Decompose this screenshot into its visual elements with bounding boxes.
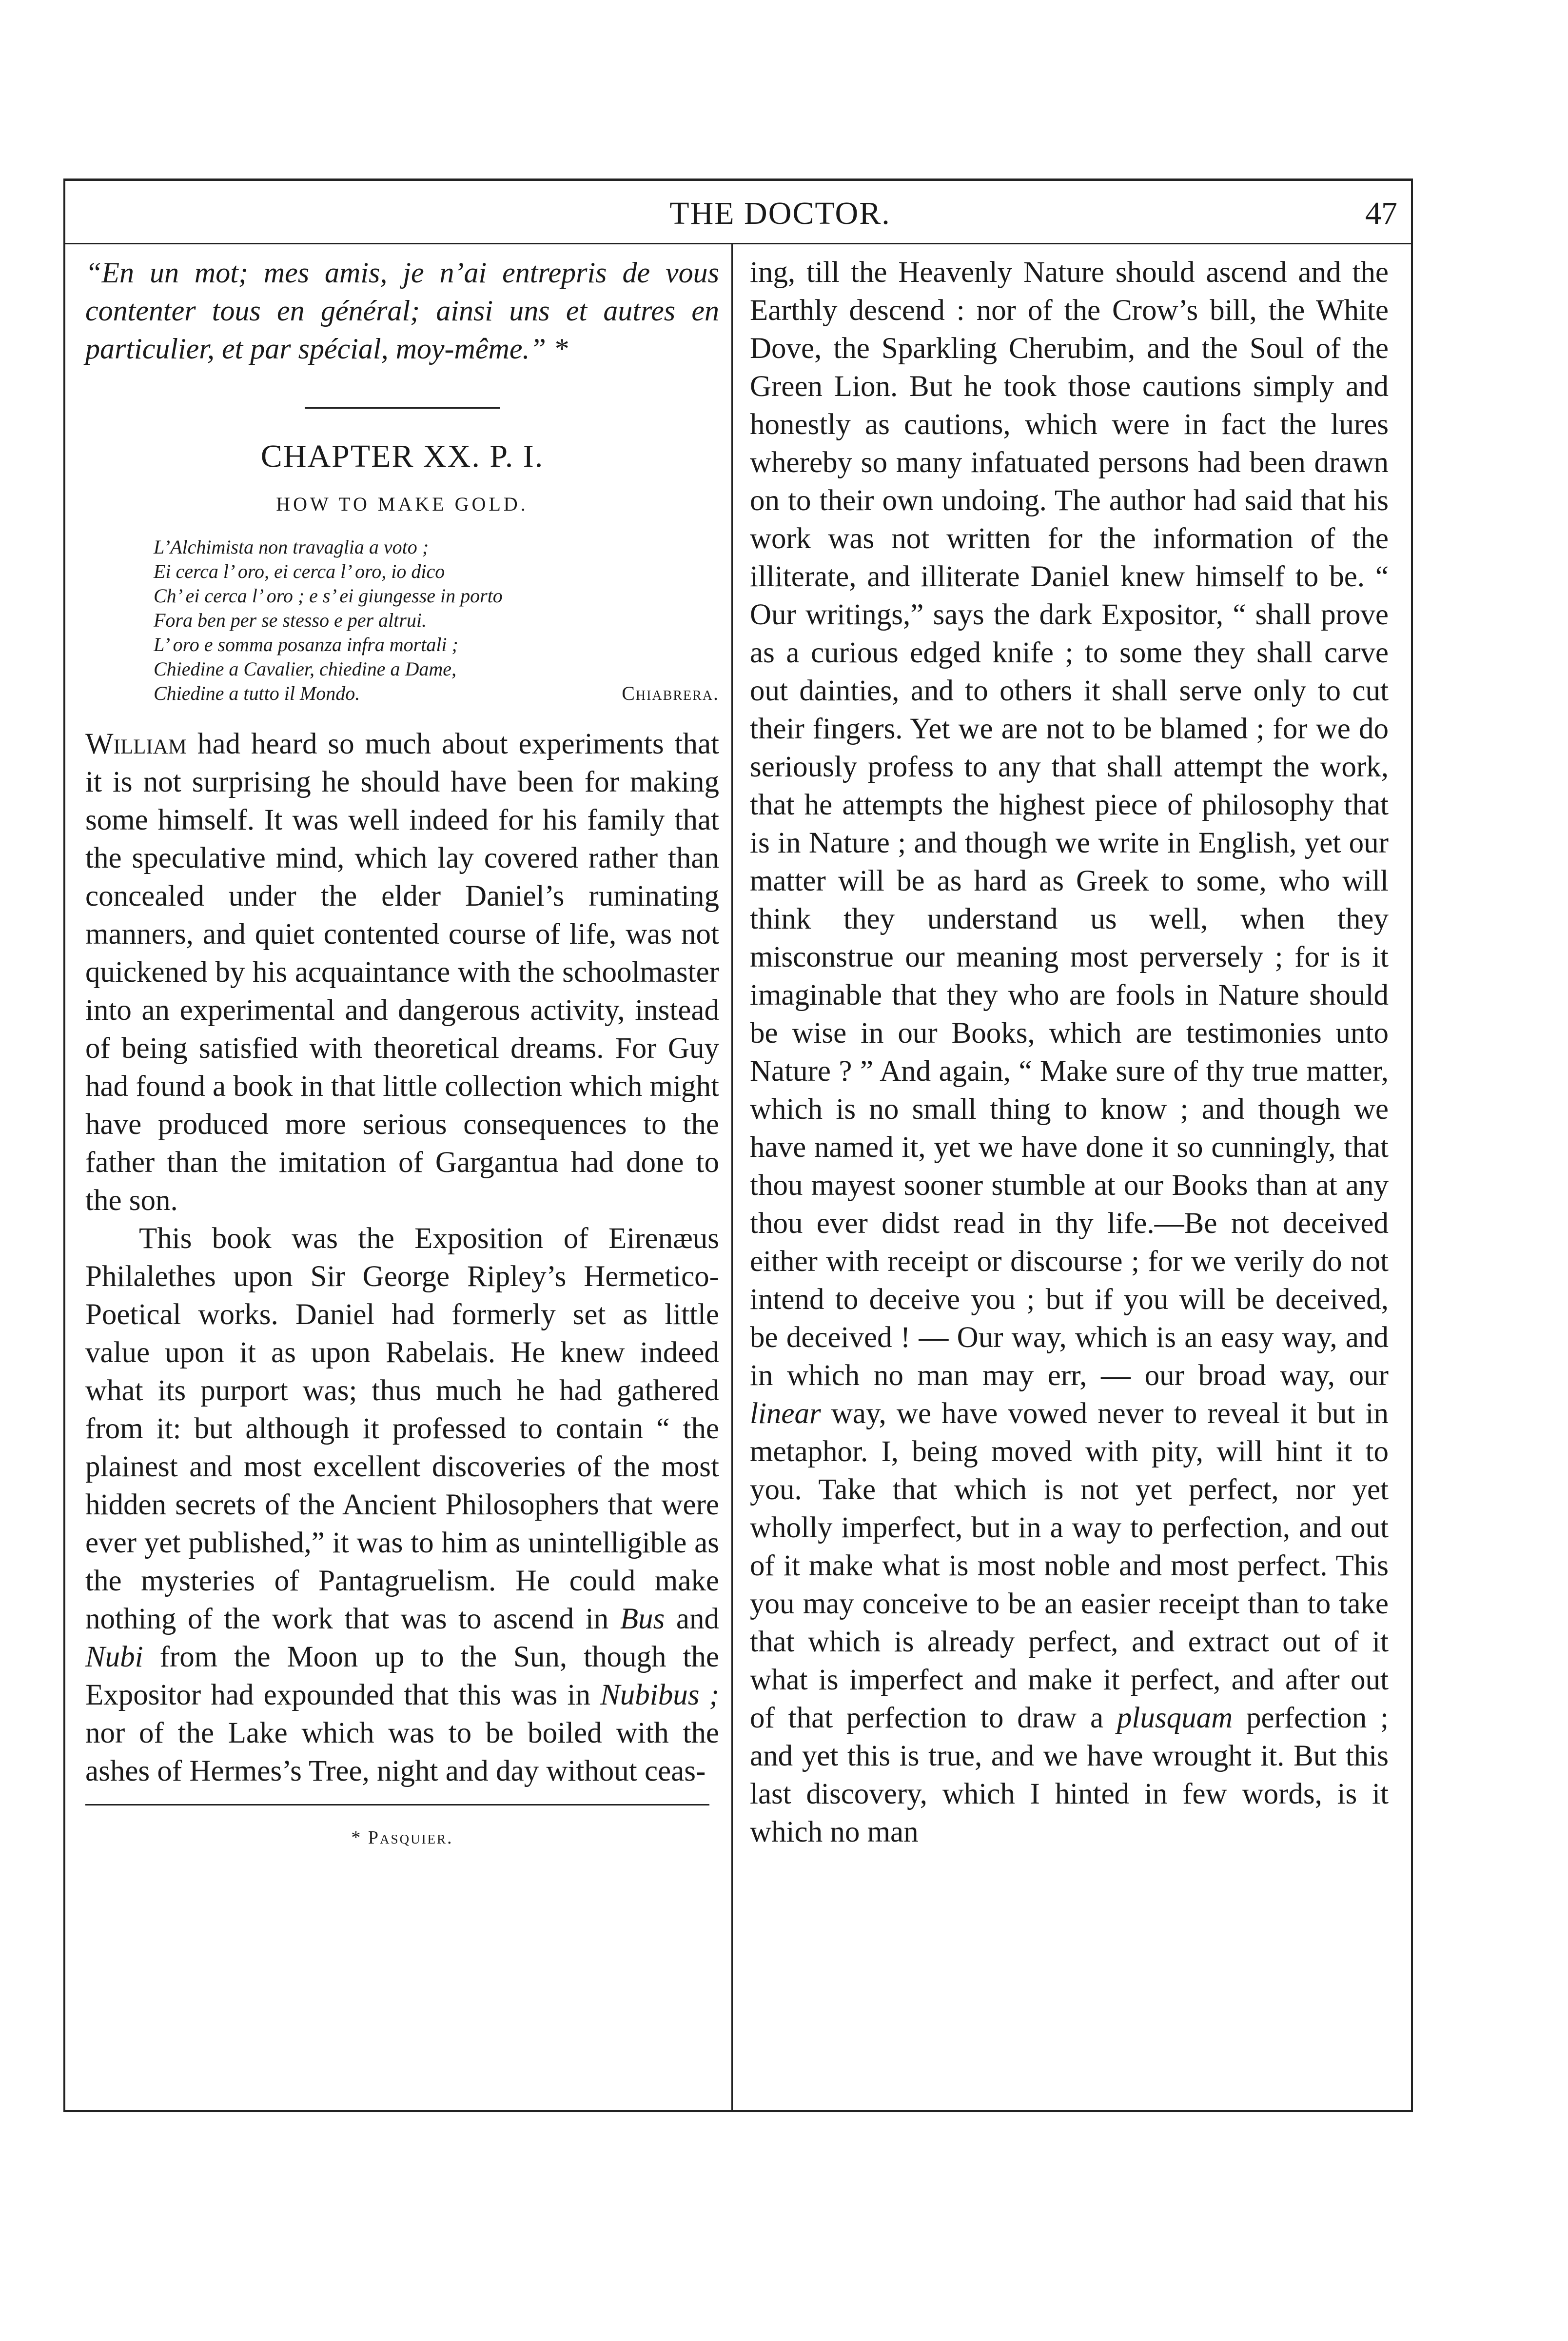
column-divider	[731, 244, 733, 2110]
verse-line: Chiedine a Cavalier, chiedine a Dame,	[154, 658, 456, 680]
right-column	[750, 254, 1389, 1851]
verse-line: Chiedine a tutto il Mondo.	[154, 682, 360, 704]
verse-line: L’ oro e somma posanza infra mortali ;	[154, 634, 458, 655]
verse-line: L’Alchimista non travaglia a voto ;	[154, 536, 429, 558]
verse-line: Ei cerca l’ oro, ei cerca l’ oro, io dico	[154, 560, 445, 582]
chapter-separator-rule	[305, 407, 500, 409]
footnote-rule	[85, 1804, 709, 1805]
french-epigraph: “En un mot; mes amis, je n’ai entrepris de vous contenter tous en général; ainsi uns et autres en particulier, et par spécial, moy-même.” *	[85, 257, 719, 365]
verse-author: Chiabrera.	[622, 682, 719, 704]
page-number: 47	[1365, 196, 1397, 231]
paragraph-continued: ing, till the Heavenly Nature should ascend and the Earthly descend : nor of the Crow’s bill, the White Dove, the Sparkling Cherubim, and the Soul of the Green Lion. But he took those cautions simply and honestly as cautions, which were in fact the lures whereby so many infatuated persons had been drawn on to their own undoing. The author had said that his work was not written for the information of the illiterate, and illiterate Daniel knew himself to be. “ Our writings,” says the dark Expositor, “ shall prove as a curious edged knife ; to some they shall carve out dainties, and to others it shall serve only to cut their fingers. Yet we are not to be blamed ; for we do seriously profess to any that shall attempt the work, that he attempts the highest piece of philosophy that is in Nature ; and though we write in English, yet our matter will be as hard as Greek to some, who will think they understand us well, when they misconstrue our meaning most perversely ; for is it imaginable that they who are fools in Nature should be wise in our Books, which are testimonies unto Nature ? ” And again, “ Make sure of thy true matter, which is no small thing to know ; and though we have named it, yet we have done it so cunningly, that thou mayest sooner stumble at our Books than at any thou ever didst read in thy life.—Be not deceived either with receipt or discourse ; for we verily do not intend to deceive you ; but if you will be deceived, be deceived ! — Our way, which is an easy way, and in which no man may err, — our broad way, our linear way, we have vowed never to reveal it but in metaphor. I, being moved with pity, will hint it to you. Take that which is not yet perfect, nor yet wholly imperfect, but in a way to perfection, and out of it make what is most noble and most perfect. This you may conceive to be an easier receipt than to take that which is already perfect, and extract out of it what is imperfect and make it perfect, and after out of that perfection to draw a plusquam perfection ; and yet this is true, and we have wrought it. But this last discovery, which I hinted in few words, is it which no man	[750, 256, 1389, 1848]
paragraph-exposition: This book was the Exposition of Eirenæus Philalethes upon Sir George Ripley’s Hermetico-Poetical works. Daniel had formerly set as little value upon it as upon Rabelais. He knew indeed what its purport was; thus much he had gathered from it: but although it professed to contain “ the plainest and most excellent discoveries of the most hidden secrets of the Ancient Philosophers that were ever yet published,” it was to him as unintelligible as the mysteries of Pantagruelism. He could make nothing of the work that was to ascend in Bus and Nubi from the Moon up to the Sun, though the Expositor had expounded that this was in Nubibus ; nor of the Lake which was to be boiled with the ashes of Hermes’s Tree, night and day without ceas-	[85, 1222, 719, 1787]
opening-word: William	[85, 728, 187, 760]
left-column	[85, 254, 719, 1848]
italian-verse-epigraph	[154, 535, 719, 706]
header-bottom-rule	[63, 243, 1413, 244]
verse-line: Ch’ ei cerca l’ oro ; e s’ ei giungesse in porto	[154, 585, 503, 607]
running-title: THE DOCTOR.	[669, 196, 891, 231]
chapter-subtitle: HOW TO MAKE GOLD.	[276, 493, 529, 515]
verse-line: Fora ben per se stesso e per altrui.	[154, 609, 427, 631]
paragraph-william: William had heard so much about experiments that it is not surprising he should have been for making some himself. It was well indeed for his family that the speculative mind, which lay covered rather than concealed under the elder Daniel’s ruminating manners, and quiet contented course of life, was not quickened by his acquaintance with the schoolmaster into an experimental and dangerous activity, instead of being satisfied with theoretical dreams. For Guy had found a book in that little collection which might have produced more serious consequences to the father than the imitation of Gargantua had done to the son.	[85, 728, 719, 1217]
footnote: * Pasquier.	[351, 1827, 453, 1848]
verse-last-line-row	[154, 681, 719, 706]
chapter-title: CHAPTER XX. P. I.	[260, 438, 544, 474]
